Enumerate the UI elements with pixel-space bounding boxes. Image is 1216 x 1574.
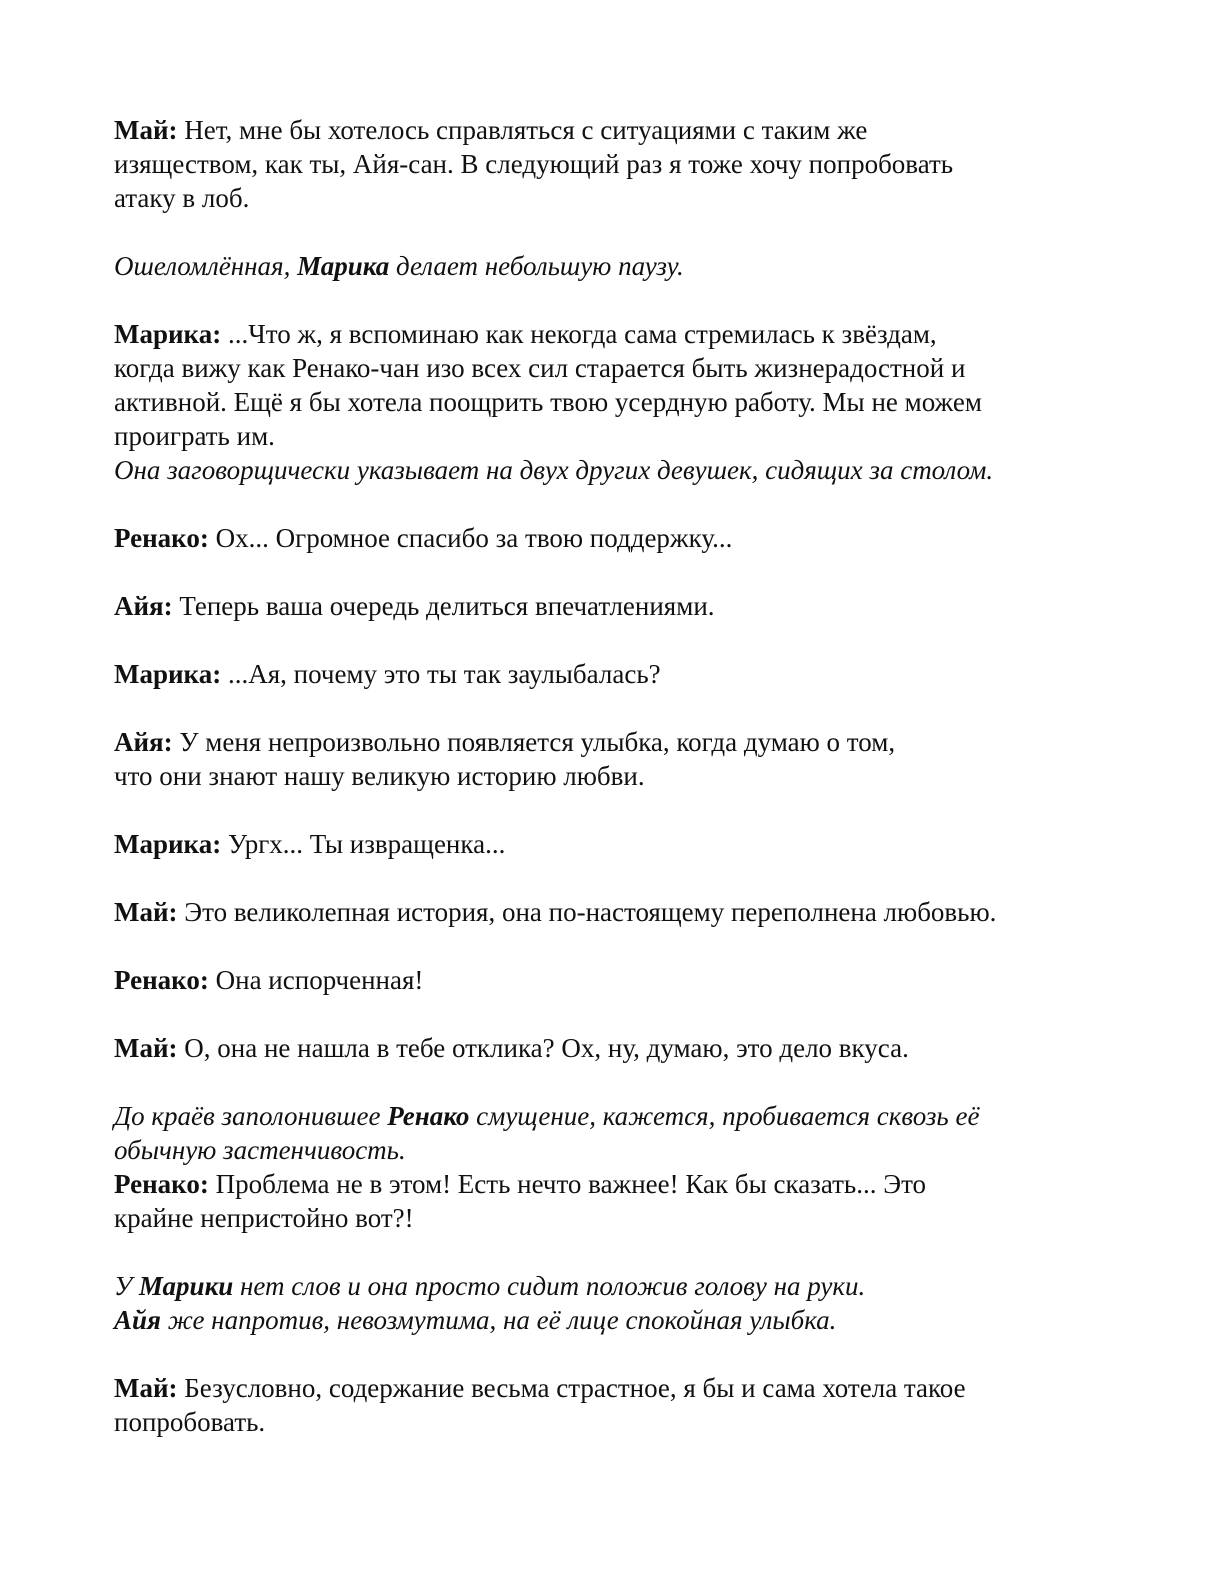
stage-text: смущение, кажется, пробивается сквозь её [469,1101,980,1131]
stage-character-name: Айя [114,1305,161,1335]
speaker-name: Май: [114,1033,178,1063]
dialogue-line: крайне непристойно вот?! [114,1203,414,1233]
stage-text: нет слов и она просто сидит положив голову на руки. [233,1271,866,1301]
stage-direction [114,1099,1104,1133]
speaker-name: Марика: [114,659,222,689]
stage-text: же напротив, невозмутима, на её лице спокойная улыбка. [160,1305,837,1335]
dialogue-block [114,895,1104,929]
dialogue-line [114,827,1104,861]
dialogue-text: ...Что ж, я вспоминаю как некогда сама стремилась к звёздам, [227,319,937,349]
dialogue-text: Ох... Огромное спасибо за твою поддержку... [215,523,733,553]
stage-character-name: Марика [297,251,390,281]
dialogue-block [114,963,1104,997]
stage-direction: обычную застенчивость. [114,1135,406,1165]
dialogue-text: О, она не нашла в тебе отклика? Ох, ну, думаю, это дело вкуса. [184,1033,909,1063]
dialogue-block [114,589,1104,623]
dialogue-block [114,113,1104,215]
speaker-name: Май: [114,897,178,927]
dialogue-text: Ургх... Ты извращенка... [227,829,506,859]
dialogue-line [114,589,1104,623]
dialogue-line [114,895,1104,929]
dialogue-text: Теперь ваша очередь делиться впечатлениями. [179,591,715,621]
dialogue-text: У меня непроизвольно появляется улыбка, когда думаю о том, [179,727,896,757]
stage-text: делает небольшую паузу. [389,251,684,281]
stage-direction [114,249,1104,283]
stage-character-name: Ренако [387,1101,470,1131]
dialogue-line: атаку в лоб. [114,183,250,213]
dialogue-text: ...Ая, почему это ты так заулыбалась? [227,659,661,689]
dialogue-block [114,1099,1104,1235]
dialogue-block [114,827,1104,861]
dialogue-line: изяществом, как ты, Айя-сан. В следующий раз я тоже хочу попробовать [114,149,954,179]
stage-text: До краёв заполонившее [114,1101,388,1131]
dialogue-line [114,113,1104,147]
dialogue-text: Проблема не в этом! Есть нечто важнее! Как бы сказать... Это [215,1169,927,1199]
dialogue-line [114,657,1104,691]
dialogue-line [114,1167,1104,1201]
dialogue-block [114,1031,1104,1065]
dialogue-line [114,963,1104,997]
dialogue-line: когда вижу как Ренако-чан изо всех сил старается быть жизнерадостной и [114,353,966,383]
dialogue-line [114,1371,1104,1405]
dialogue-text: Нет, мне бы хотелось справляться с ситуациями с таким же [184,115,868,145]
stage-character-name: Марики [138,1271,234,1301]
dialogue-line [114,1031,1104,1065]
stage-text: У [114,1271,139,1301]
dialogue-line [114,725,1104,759]
speaker-name: Марика: [114,319,222,349]
stage-direction: Она заговорщически указывает на двух других девушек, сидящих за столом. [114,455,994,485]
speaker-name: Айя: [114,727,173,757]
stage-text: Ошеломлённая, [114,251,298,281]
stage-line [114,249,1104,283]
dialogue-text: Это великолепная история, она по-настоящему переполнена любовью. [184,897,997,927]
stage-line [114,1269,1104,1303]
dialogue-line: проиграть им. [114,421,275,451]
speaker-name: Ренако: [114,1169,209,1199]
dialogue-block [114,1371,1104,1439]
stage-direction [114,1269,1104,1337]
dialogue-block [114,521,1104,555]
speaker-name: Ренако: [114,523,209,553]
dialogue-block [114,657,1104,691]
dialogue-line: попробовать. [114,1407,266,1437]
dialogue-line: что они знают нашу великую историю любви. [114,761,645,791]
speaker-name: Ренако: [114,965,209,995]
speaker-name: Май: [114,115,178,145]
stage-line [114,1303,1104,1337]
speaker-name: Айя: [114,591,173,621]
dialogue-block [114,317,1104,487]
document-page [114,113,1104,1439]
speaker-name: Марика: [114,829,222,859]
dialogue-line [114,521,1104,555]
dialogue-block [114,725,1104,793]
dialogue-text: Она испорченная! [215,965,424,995]
speaker-name: Май: [114,1373,178,1403]
dialogue-text: Безусловно, содержание весьма страстное, я бы и сама хотела такое [184,1373,966,1403]
dialogue-line [114,317,1104,351]
dialogue-line: активной. Ещё я бы хотела поощрить твою усердную работу. Мы не можем [114,387,982,417]
